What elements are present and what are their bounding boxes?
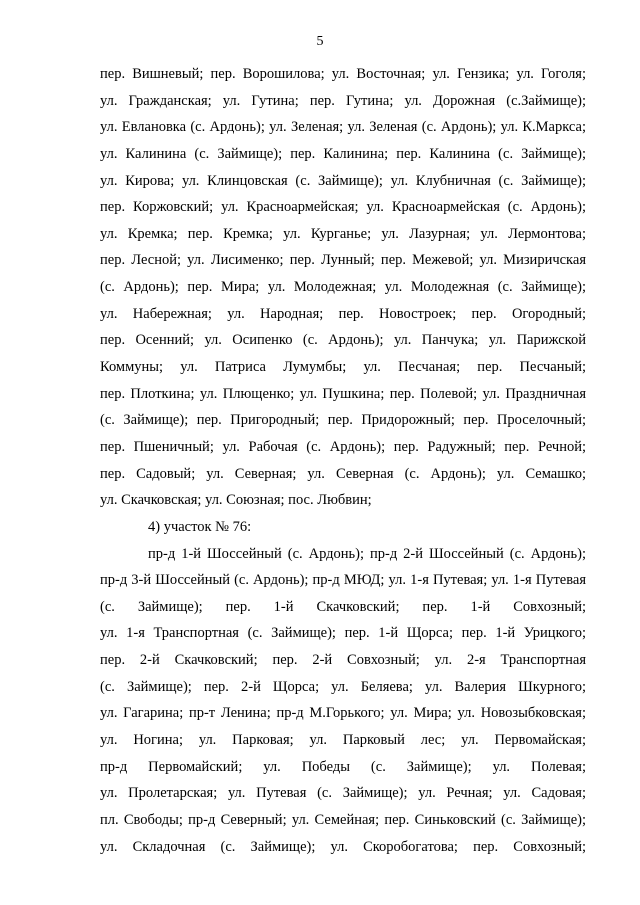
text-line: (с. Займище); пер. 1-й Скачковский; пер. 1-й Совхозный; (100, 598, 586, 615)
text-line: ул. Гагарина; пр-т Ленина; пр-д М.Горького; ул. Мира; ул. Новозыбковская; (100, 705, 586, 722)
section-heading: 4) участок № 76: (148, 518, 252, 535)
text-line: пер. Коржовский; ул. Красноармейская; ул. Красноармейская (с. Ардонь); (100, 199, 586, 216)
text-line: пер. 2-й Скачковский; пер. 2-й Совхозный; ул. 2-я Транспортная (100, 652, 586, 669)
text-line: (с. Займище); пер. 2-й Щорса; ул. Беляева; ул. Валерия Шкурного; (100, 678, 586, 695)
text-line: (с. Займище); пер. Пригородный; пер. Придорожный; пер. Проселочный; (100, 412, 586, 429)
text-line: пер. Лесной; ул. Лисименко; пер. Лунный; пер. Межевой; ул. Мизиричская (100, 252, 586, 269)
address-list-text (100, 61, 586, 860)
text-line: пер. Садовый; ул. Северная; ул. Северная (с. Ардонь); ул. Семашко; (100, 465, 586, 482)
text-line: ул. Евлановка (с. Ардонь); ул. Зеленая; ул. Зеленая (с. Ардонь); ул. К.Маркса; (100, 119, 586, 136)
text-line: ул. Гражданская; ул. Гутина; пер. Гутина; ул. Дорожная (с.Займище); (100, 92, 586, 109)
text-line: ул. Пролетарская; ул. Путевая (с. Займище); ул. Речная; ул. Садовая; (100, 785, 586, 802)
text-line: пер. Вишневый; пер. Ворошилова; ул. Восточная; ул. Гензика; ул. Гоголя; (100, 66, 586, 82)
text-line: пер. Осенний; ул. Осипенко (с. Ардонь); ул. Панчука; ул. Парижской (100, 332, 586, 349)
text-line: (с. Ардонь); пер. Мира; ул. Молодежная; ул. Молодежная (с. Займище); (100, 279, 586, 296)
text-line: ул. Ногина; ул. Парковая; ул. Парковый лес; ул. Первомайская; (100, 732, 586, 749)
text-line: пр-д Первомайский; ул. Победы (с. Займище); ул. Полевая; (100, 758, 586, 775)
text-line: ул. Складочная (с. Займище); ул. Скоробогатова; пер. Совхозный; (100, 838, 586, 855)
text-line: ул. Скачковская; ул. Союзная; пос. Любвин; (100, 492, 372, 509)
text-line: пр-д 1-й Шоссейный (с. Ардонь); пр-д 2-й Шоссейный (с. Ардонь); (148, 545, 586, 562)
text-line: пл. Свободы; пр-д Северный; ул. Семейная; пер. Синьковский (с. Займище); (100, 811, 586, 828)
text-line: ул. Набережная; ул. Народная; пер. Новостроек; пер. Огородный; (100, 305, 586, 322)
text-line: ул. Кремка; пер. Кремка; ул. Курганье; ул. Лазурная; ул. Лермонтова; (100, 225, 586, 242)
text-line: пр-д 3-й Шоссейный (с. Ардонь); пр-д МЮД; ул. 1-я Путевая; ул. 1-я Путевая (100, 572, 586, 589)
text-line: ул. Кирова; ул. Клинцовская (с. Займище); ул. Клубничная (с. Займище); (100, 172, 586, 189)
page-number: 5 (316, 34, 324, 49)
text-line: пер. Плоткина; ул. Плющенко; ул. Пушкина; пер. Полевой; ул. Праздничная (100, 385, 586, 402)
text-line: Коммуны; ул. Патриса Лумумбы; ул. Песчаная; пер. Песчаный; (100, 359, 586, 376)
text-line: ул. Калинина (с. Займище); пер. Калинина; пер. Калинина (с. Займище); (100, 145, 586, 162)
text-line: пер. Пшеничный; ул. Рабочая (с. Ардонь); пер. Радужный; пер. Речной; (100, 438, 586, 455)
text-line: ул. 1-я Транспортная (с. Займище); пер. 1-й Щорса; пер. 1-й Урицкого; (100, 625, 586, 642)
